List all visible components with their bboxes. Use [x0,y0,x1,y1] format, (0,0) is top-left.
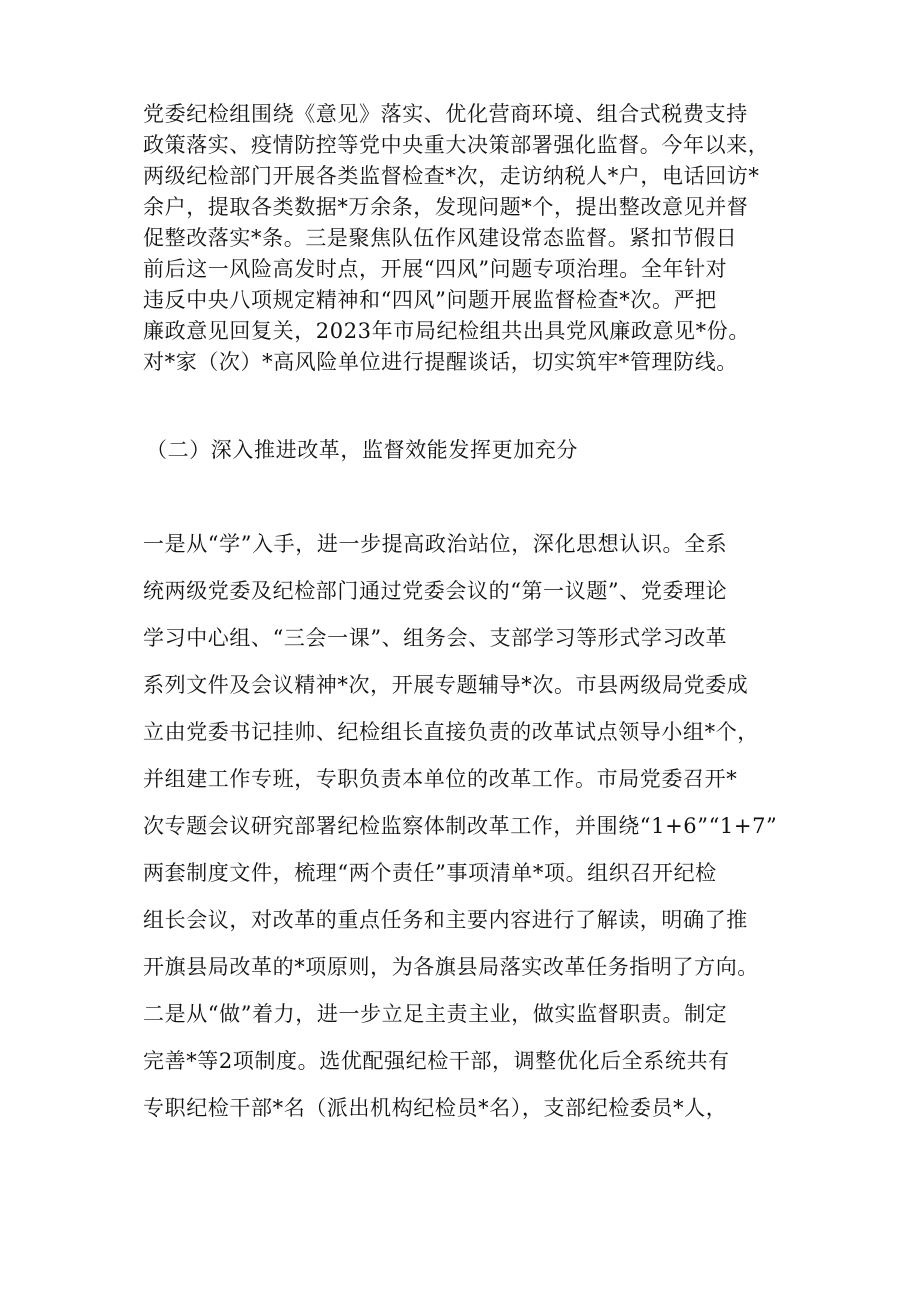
text-line: 统两级党委及纪检部门通过党委会议的“第一议题”、党委理论 [143,579,728,603]
text-line: 专职纪检干部*名（派出机构纪检员*名），支部纪检委员*人， [143,1096,728,1120]
text-line: 两级纪检部门开展各类监督检查*次，走访纳税人*户，电话回访* [143,164,760,188]
text-line: 对*家（次）*高风险单位进行提醒谈话，切实筑牢*管理防线。 [143,350,738,374]
text-line: 违反中央八项规定精神和“四风”问题开展监督检查*次。严把 [143,288,717,312]
text-line: 党委纪检组围绕《意见》落实、优化营商环境、组合式税费支持 [143,102,748,126]
section-heading: （二）深入推进改革，监督效能发挥更加充分 [146,438,578,462]
text-line: 政策落实、疫情防控等党中央重大决策部署强化监督。今年以来， [143,133,770,157]
text-line: 一是从“学”入手，进一步提高政治站位，深化思想认识。全系 [143,532,728,556]
text-line: 并组建工作专班，专职负责本单位的改革工作。市局党委召开* [143,767,738,791]
text-line: 两套制度文件，梳理“两个责任”事项清单*项。组织召开纪检 [143,861,717,885]
text-line: 立由党委书记挂帅、纪检组长直接负责的改革试点领导小组*个， [143,720,759,744]
text-line: 二是从“做”着力，进一步立足主责主业，做实监督职责。制定 [143,1002,728,1026]
text-line: 完善*等2项制度。选优配强纪检干部，调整优化后全系统共有 [143,1049,730,1073]
text-line: 前后这一风险高发时点，开展“四风”问题专项治理。全年针对 [143,257,728,281]
text-line: 余户，提取各类数据*万余条，发现问题*个，提出整改意见并督 [143,195,749,219]
text-line: 次专题会议研究部署纪检监察体制改革工作，并围绕“1+6”“1+7” [143,814,778,838]
text-line: 廉政意见回复关，2023年市局纪检组共出具党风廉政意见*份。 [143,319,750,343]
text-line: 促整改落实*条。三是聚焦队伍作风建设常态监督。紧扣节假日 [143,226,738,250]
text-line: 开旗县局改革的*项原则，为各旗县局落实改革任务指明了方向。 [143,955,759,979]
text-line: 系列文件及会议精神*次，开展专题辅导*次。市县两级局党委成 [143,673,749,697]
text-line: 组长会议，对改革的重点任务和主要内容进行了解读，明确了推 [143,908,748,932]
text-line: 学习中心组、“三会一课”、组务会、支部学习等形式学习改革 [143,626,728,650]
